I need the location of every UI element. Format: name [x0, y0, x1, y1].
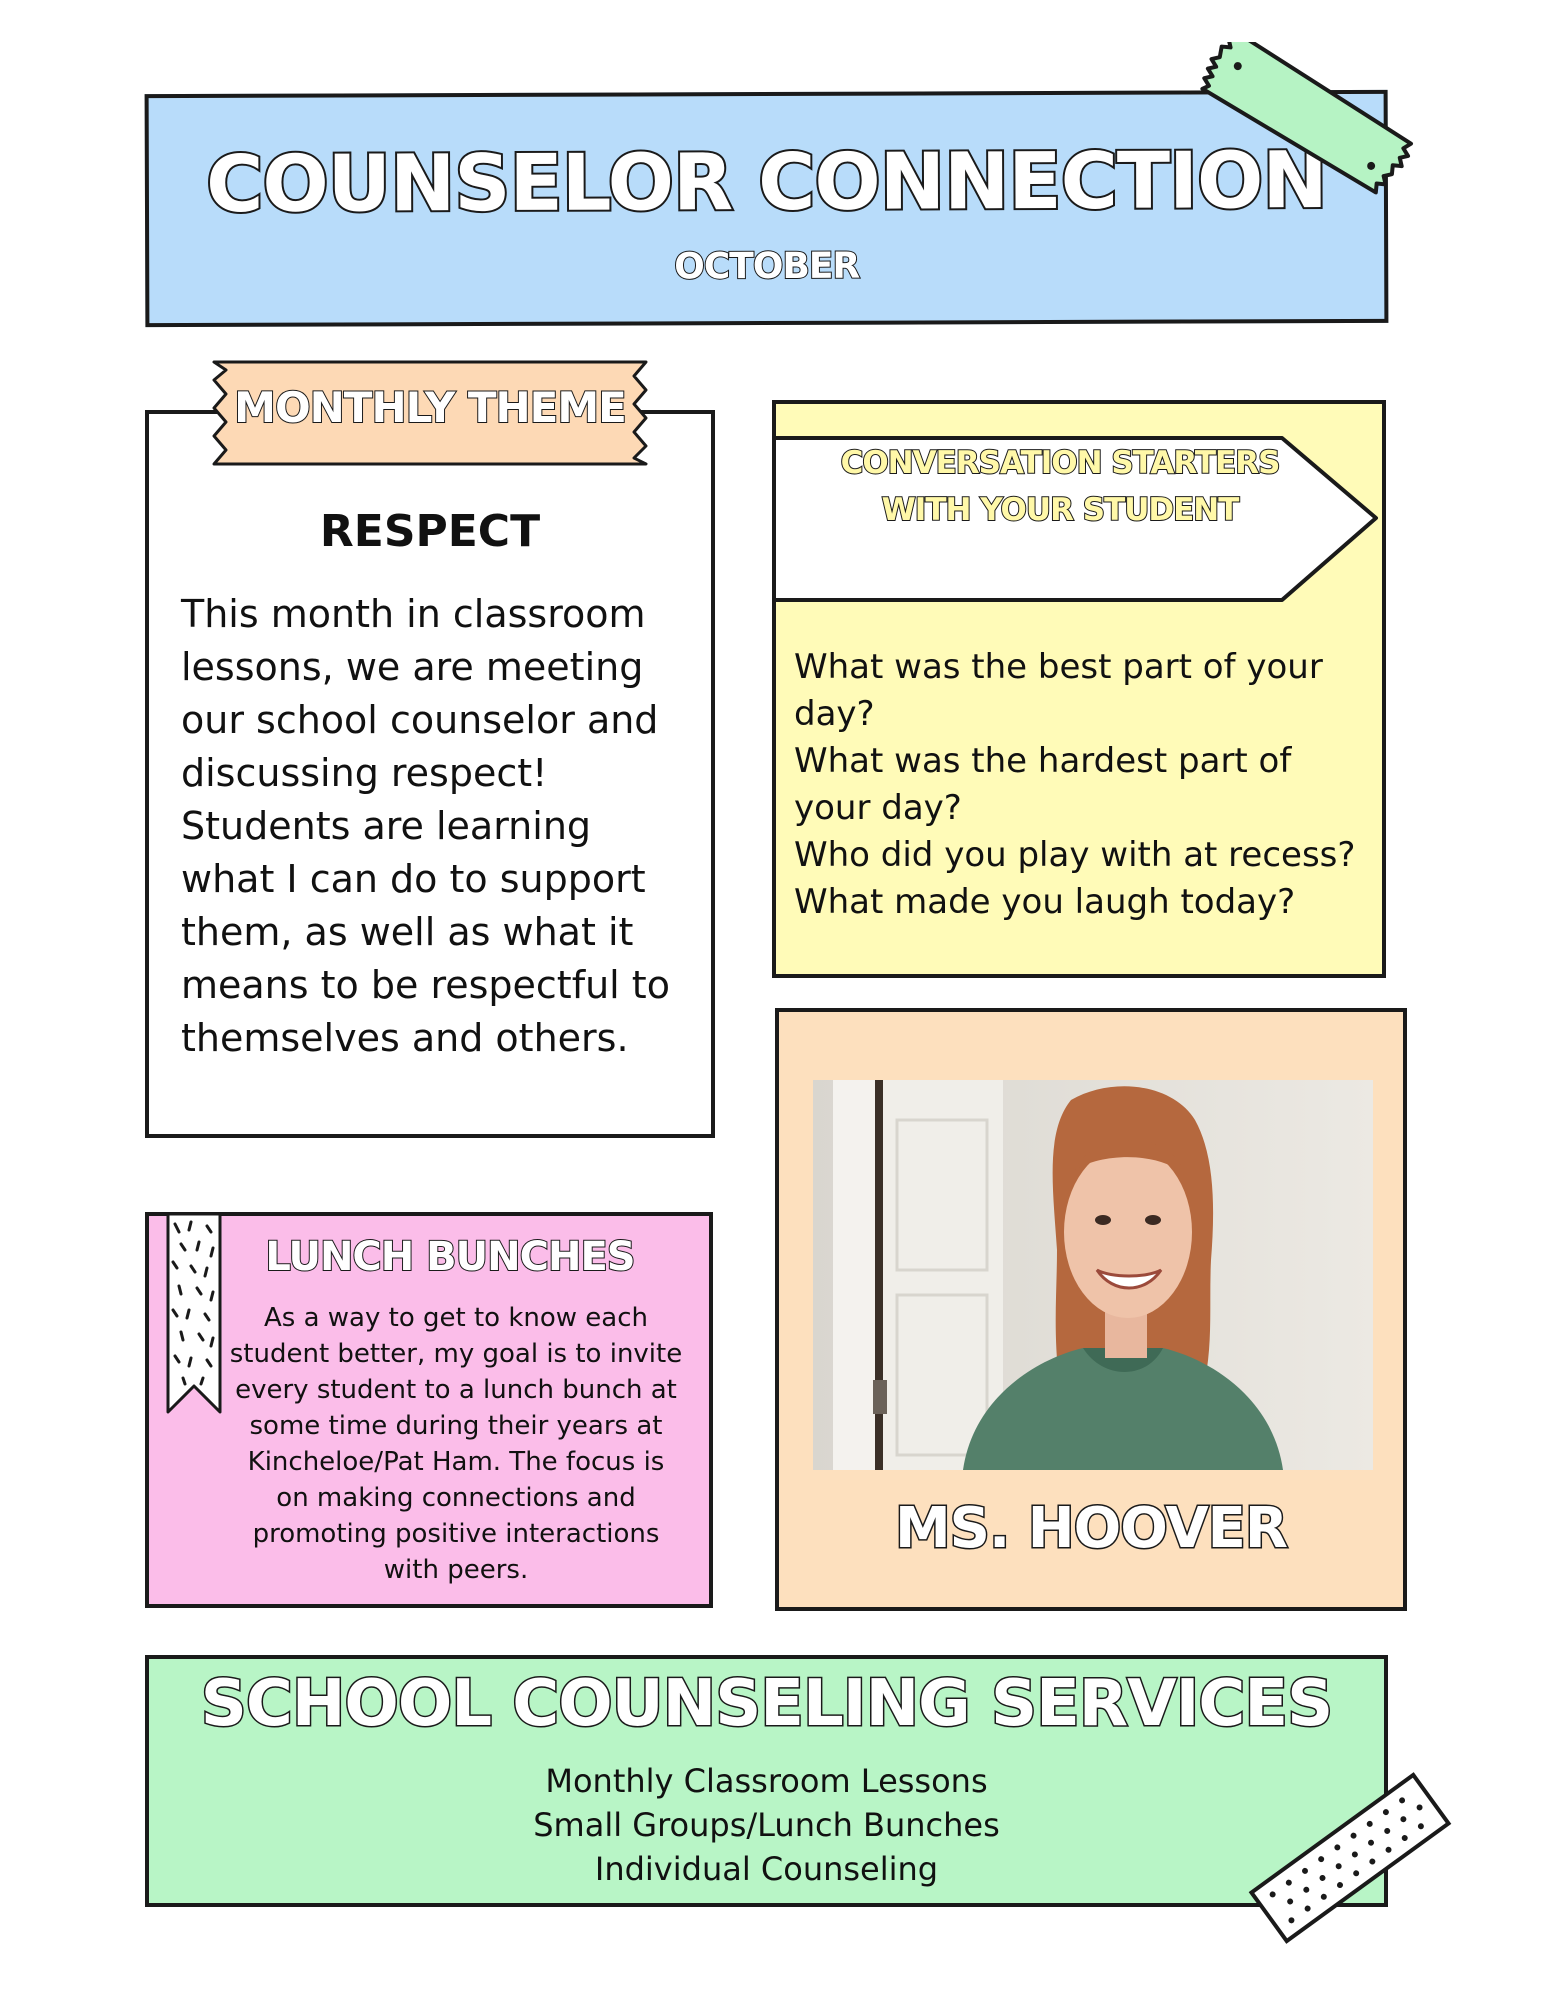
portrait-image	[813, 1080, 1373, 1470]
polka-dot-tape-decoration	[1240, 1758, 1460, 1958]
monthly-theme-card	[145, 410, 715, 1138]
list-item: What made you laugh today?	[794, 882, 1296, 922]
list-item: Monthly Classroom Lessons	[545, 1762, 988, 1800]
question-list	[794, 644, 1370, 926]
counselor-name: MS. HOOVER	[894, 1496, 1288, 1561]
services-list	[149, 1759, 1384, 1891]
list-item: What was the best part of your day?	[794, 647, 1323, 734]
lunch-bunches-title: LUNCH BUNCHES	[265, 1234, 635, 1280]
green-tape-decoration	[1168, 42, 1428, 222]
list-item: Small Groups/Lunch Bunches	[533, 1806, 1000, 1844]
counselor-photo	[813, 1080, 1373, 1470]
ribbon-bookmark-decoration	[165, 1212, 223, 1417]
list-item: Individual Counseling	[594, 1850, 939, 1888]
services-title: SCHOOL COUNSELING SERVICES	[200, 1667, 1333, 1741]
lunch-bunches-body: As a way to get to know each student better, my goal is to invite every student to a lunch bunch at some time during their years at Kincheloe/Pat Ham. The focus is on making connections and promoting positive interactions with peers.	[229, 1303, 683, 1585]
list-item: Who did you play with at recess?	[794, 835, 1356, 875]
list-item: What was the hardest part of your day?	[794, 741, 1292, 828]
lunch-bunches-card	[145, 1212, 713, 1608]
theme-body-text: This month in classroom lessons, we are meeting our school counselor and discussing respect! Students are learning what I can do to support them, as well as what it means to be respectful to themselves and others.	[181, 592, 670, 1060]
theme-tab-label: MONTHLY THEME	[234, 383, 626, 432]
starters-title: CONVERSATION STARTERS WITH YOUR STUDENT	[840, 445, 1280, 528]
theme-heading: RESPECT	[319, 506, 541, 557]
services-card	[145, 1655, 1388, 1907]
newsletter-title: COUNSELOR CONNECTION	[205, 136, 1327, 230]
counselor-photo-card	[775, 1008, 1407, 1611]
newsletter-month: OCTOBER	[674, 245, 860, 288]
